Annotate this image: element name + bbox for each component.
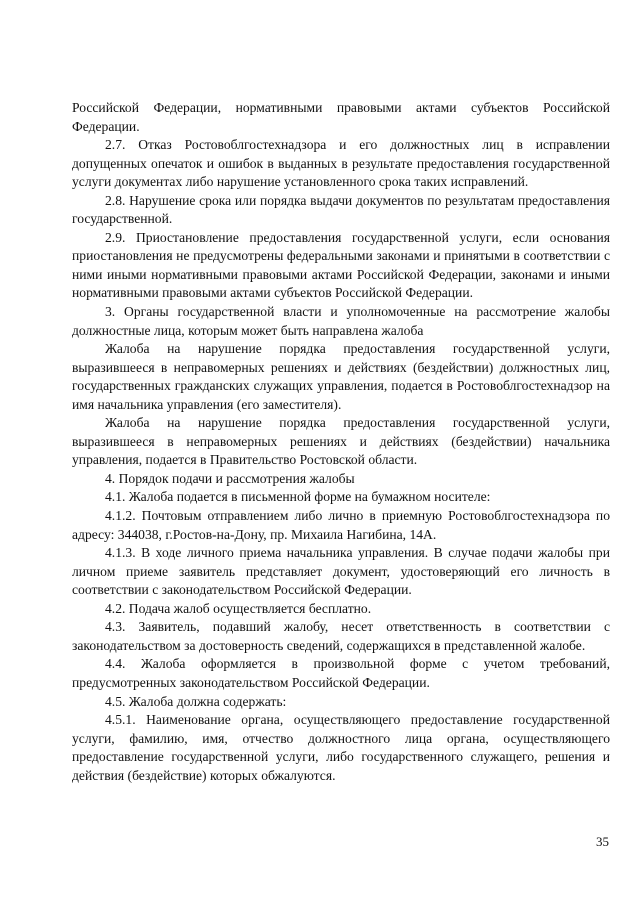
- paragraph-4-5: 4.5. Жалоба должна содержать:: [105, 693, 287, 709]
- paragraph-complaint-officials: Жалоба на нарушение порядка предоставления государственной услуги, выразившееся в неправомерных решениях и действиях (бездействии) должностных лиц, государственных гражданских служащих управления, подается в Ростовоблгостехнадзор на имя начальника управления (его заместителя).: [72, 341, 610, 412]
- paragraph-2-7: 2.7. Отказ Ростовоблгостехнадзора и его должностных лиц в исправлении допущенных опечаток и ошибок в выданных в результате предоставления государственной услуги документах либо нарушение установленного срока таких исправлений.: [72, 137, 610, 190]
- paragraph-4-4: 4.4. Жалоба оформляется в произвольной форме с учетом требований, предусмотренных законодательством Российской Федерации.: [72, 656, 610, 690]
- paragraph-section-4-heading: 4. Порядок подачи и рассмотрения жалобы: [105, 470, 355, 486]
- paragraph-4-1-3: 4.1.3. В ходе личного приема начальника управления. В случае подачи жалобы при личном приеме заявитель представляет документ, удостоверяющий его личность в соответствии с законодательством Российской Федерации.: [72, 545, 610, 598]
- paragraph-continuation: Российской Федерации, нормативными правовыми актами субъектов Российской Федерации.: [72, 100, 610, 134]
- paragraph-4-2: 4.2. Подача жалоб осуществляется бесплатно.: [105, 600, 372, 616]
- paragraph-2-8: 2.8. Нарушение срока или порядка выдачи документов по результатам предоставления государственной.: [72, 192, 610, 227]
- page-number: 35: [596, 834, 609, 849]
- paragraph-4-1: 4.1. Жалоба подается в письменной форме на бумажном носителе:: [105, 489, 491, 505]
- document-body: [72, 99, 610, 785]
- paragraph-4-3: 4.3. Заявитель, подавший жалобу, несет ответственность в соответствии с законодательством за достоверность сведений, содержащихся в представленной жалобе.: [72, 619, 610, 653]
- paragraph-4-5-1: 4.5.1. Наименование органа, осуществляющего предоставление государственной услуги, фамилию, имя, отчество должностного лица органа, осуществляющего предоставление государственной услуги, либо государственного служащего, решения и действия (бездействие) которых обжалуются.: [72, 712, 610, 783]
- paragraph-section-3-heading: 3. Органы государственной власти и уполномоченные на рассмотрение жалобы должностные лица, которым может быть направлена жалоба: [72, 304, 610, 338]
- paragraph-complaint-head: Жалоба на нарушение порядка предоставления государственной услуги, выразившееся в неправомерных решениях и действиях (бездействии) начальника управления, подается в Правительство Ростовской области.: [72, 415, 610, 468]
- paragraph-4-1-2: 4.1.2. Почтовым отправлением либо лично в приемную Ростовоблгостехнадзора по адресу: 344038, г.Ростов-на-Дону, пр. Михаила Нагибина, 14А.: [72, 508, 610, 542]
- paragraph-2-9: 2.9. Приостановление предоставления государственной услуги, если основания приостановления не предусмотрены федеральными законами и принятыми в соответствии с ними иными нормативными правовыми актами Российской Федерации, законами и иными нормативными правовыми актами субъектов Российской Федерации.: [72, 229, 610, 301]
